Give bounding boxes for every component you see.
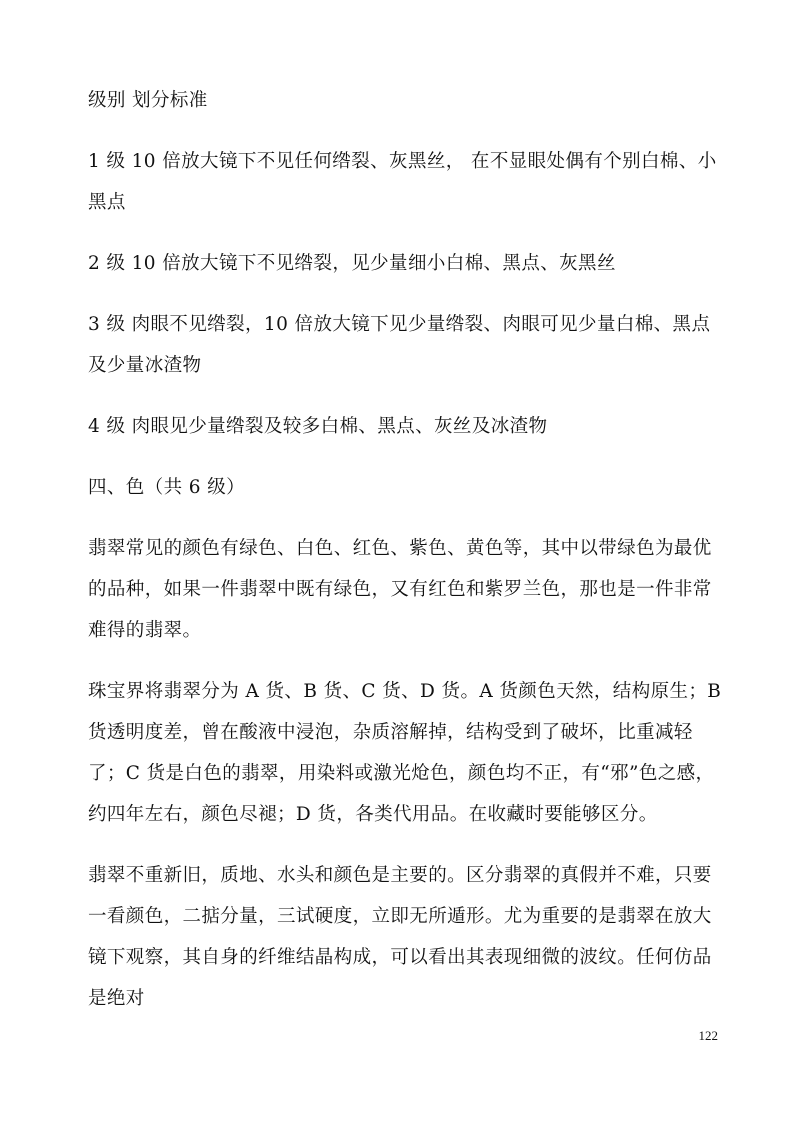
paragraph-identification: 翡翠不重新旧，质地、水头和颜色是主要的。区分翡翠的真假并不难，只要一看颜色，二掂分量，三试硬度，立即无所遁形。尤为重要的是翡翠在放大镜下观察，其自身的纤维结晶构成，可以看出其表现细微的波纹。任何仿品是绝对	[88, 865, 712, 1009]
paragraph-grade-types: 珠宝界将翡翠分为 A 货、B 货、C 货、D 货。A 货颜色天然，结构原生；B 货透明度差，曾在酸液中浸泡，杂质溶解掉，结构受到了破坏，比重减轻了；C 货是白色的翡翠，用染料或激光炝色，颜色均不正，有“邪”色之感，约四年左右，颜色尽褪；D 货，各类代用品。在收藏时要能够区分。	[88, 681, 722, 825]
grade-2-line: 2 级 10 倍放大镜下不见绺裂，见少量细小白棉、黑点、灰黑丝	[88, 253, 616, 274]
grade-1-line: 1 级 10 倍放大镜下不见任何绺裂、灰黑丝， 在不显眼处偶有个别白棉、小黑点	[88, 151, 717, 213]
paragraph-common-colors: 翡翠常见的颜色有绿色、白色、红色、紫色、黄色等，其中以带绿色为最优的品种，如果一件翡翠中既有绿色，又有红色和紫罗兰色，那也是一件非常难得的翡翠。	[88, 538, 712, 641]
page-number: 122	[698, 1028, 718, 1043]
grade-3-line: 3 级 肉眼不见绺裂，10 倍放大镜下见少量绺裂、肉眼可见少量白棉、黑点及少量冰渣物	[88, 314, 711, 376]
section-heading-color: 四、色（共 6 级）	[88, 477, 246, 498]
table-header-line: 级别 划分标准	[88, 90, 208, 111]
grade-4-line: 4 级 肉眼见少量绺裂及较多白棉、黑点、灰丝及冰渣物	[88, 416, 548, 437]
body-text	[88, 80, 728, 1039]
